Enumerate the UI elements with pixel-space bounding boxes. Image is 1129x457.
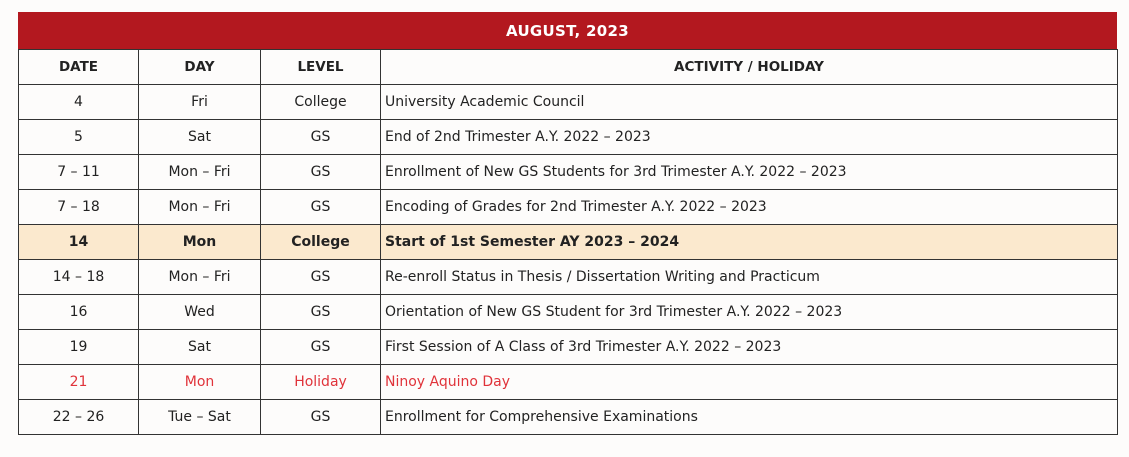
header-row [19,50,1118,85]
table-row [19,295,1118,330]
date-cell: 19 [19,330,139,365]
header-day: DAY [139,50,261,85]
header-level: LEVEL [261,50,381,85]
activity-cell: Start of 1st Semester AY 2023 – 2024 [381,225,1118,260]
date-cell: 14 – 18 [19,260,139,295]
level-cell: GS [261,400,381,435]
highlighted-row [19,225,1118,260]
level-cell: GS [261,190,381,225]
header-date: DATE [19,50,139,85]
day-cell: Mon – Fri [139,190,261,225]
date-cell: 4 [19,85,139,120]
date-cell: 16 [19,295,139,330]
activity-cell: Enrollment for Comprehensive Examinations [381,400,1118,435]
level-cell: Holiday [261,365,381,400]
date-cell: 14 [19,225,139,260]
level-cell: GS [261,295,381,330]
month-title: AUGUST, 2023 [18,12,1117,49]
date-cell: 5 [19,120,139,155]
table-row [19,85,1118,120]
level-cell: College [261,225,381,260]
activity-cell: Ninoy Aquino Day [381,365,1118,400]
activity-cell: Enrollment of New GS Students for 3rd Trimester A.Y. 2022 – 2023 [381,155,1118,190]
day-cell: Mon [139,225,261,260]
activity-cell: Orientation of New GS Student for 3rd Trimester A.Y. 2022 – 2023 [381,295,1118,330]
level-cell: GS [261,330,381,365]
table-row [19,400,1118,435]
level-cell: GS [261,260,381,295]
level-cell: GS [261,155,381,190]
activity-cell: End of 2nd Trimester A.Y. 2022 – 2023 [381,120,1118,155]
day-cell: Sat [139,120,261,155]
day-cell: Mon – Fri [139,155,261,190]
level-cell: College [261,85,381,120]
day-cell: Tue – Sat [139,400,261,435]
holiday-row [19,365,1118,400]
day-cell: Mon [139,365,261,400]
date-cell: 7 – 18 [19,190,139,225]
table-row [19,330,1118,365]
date-cell: 22 – 26 [19,400,139,435]
activity-cell: Re-enroll Status in Thesis / Dissertation Writing and Practicum [381,260,1118,295]
table-row [19,120,1118,155]
activity-cell: First Session of A Class of 3rd Trimester A.Y. 2022 – 2023 [381,330,1118,365]
date-cell: 21 [19,365,139,400]
level-cell: GS [261,120,381,155]
day-cell: Fri [139,85,261,120]
day-cell: Mon – Fri [139,260,261,295]
activity-table [18,49,1118,435]
day-cell: Wed [139,295,261,330]
date-cell: 7 – 11 [19,155,139,190]
table-row [19,190,1118,225]
table-row [19,260,1118,295]
header-activity: ACTIVITY / HOLIDAY [381,50,1118,85]
activity-cell: University Academic Council [381,85,1118,120]
calendar-table-container [18,12,1117,435]
activity-cell: Encoding of Grades for 2nd Trimester A.Y. 2022 – 2023 [381,190,1118,225]
day-cell: Sat [139,330,261,365]
table-row [19,155,1118,190]
